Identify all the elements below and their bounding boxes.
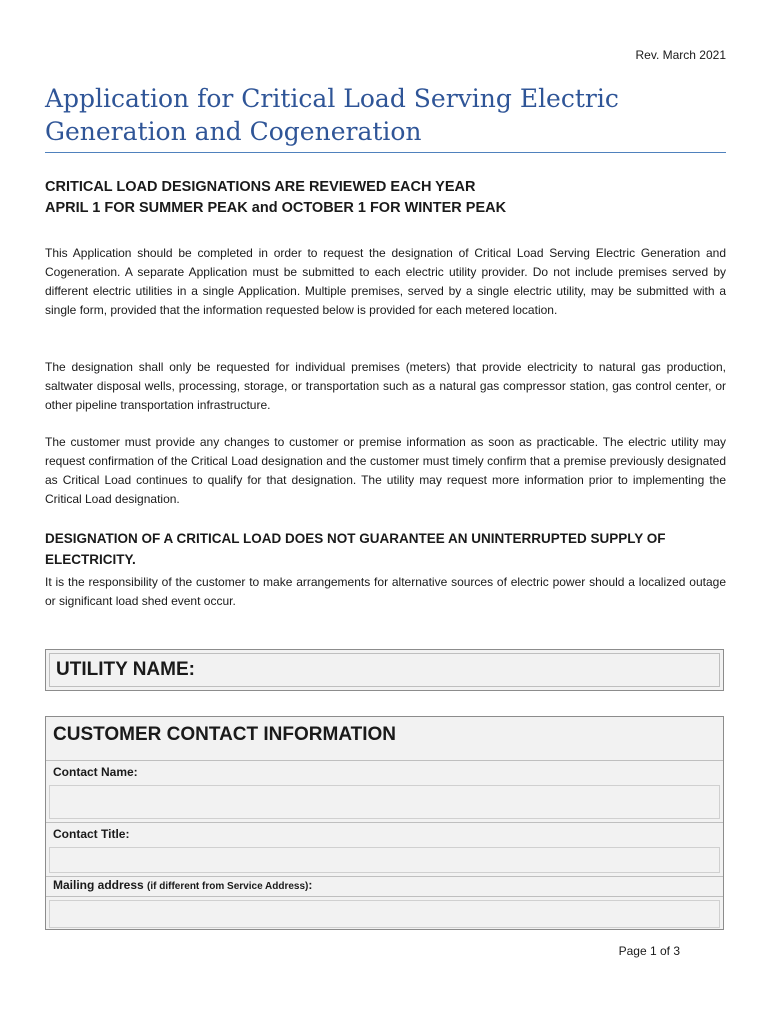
review-notice bbox=[45, 177, 726, 219]
review-notice-line2: APRIL 1 FOR SUMMER PEAK and OCTOBER 1 FOR WINTER PEAK bbox=[45, 200, 507, 216]
guarantee-warning: DESIGNATION OF A CRITICAL LOAD DOES NOT GUARANTEE AN UNINTERRUPTED SUPPLY OF ELECTRICITY. bbox=[45, 531, 666, 567]
contact-name-row bbox=[46, 760, 723, 822]
changes-paragraph: The customer must provide any changes to customer or premise information as soon as practicable. The electric utility may request confirmation of the Critical Load designation and the customer must timely confirm that a premise previously designated as Critical Load continues to qualify for that designation. The utility may request more information prior to implementing the Critical Load designation. bbox=[45, 435, 726, 506]
mailing-address-input-row bbox=[46, 896, 723, 931]
contact-title-field[interactable] bbox=[49, 847, 720, 873]
document-title: Application for Critical Load Serving Electric Generation and Cogeneration bbox=[45, 84, 619, 146]
mailing-address-label-text: Mailing address bbox=[53, 878, 144, 892]
eligibility-paragraph: The designation shall only be requested for individual premises (meters) that provide electricity to natural gas production, saltwater disposal wells, processing, storage, or transportation such as a natural gas compressor station, gas control center, or other pipeline transportation infrastructure. bbox=[45, 360, 726, 412]
contact-name-label: Contact Name: bbox=[53, 765, 138, 779]
utility-name-box bbox=[45, 649, 724, 691]
contact-name-field[interactable] bbox=[49, 785, 720, 819]
utility-name-label: UTILITY NAME: bbox=[56, 659, 195, 680]
mailing-address-colon: : bbox=[308, 878, 313, 892]
contact-title-row bbox=[46, 822, 723, 876]
customer-contact-section bbox=[45, 716, 724, 930]
review-notice-line1: CRITICAL LOAD DESIGNATIONS ARE REVIEWED EACH YEAR bbox=[45, 179, 476, 195]
contact-title-label: Contact Title: bbox=[53, 827, 130, 841]
utility-name-field[interactable] bbox=[49, 653, 720, 687]
mailing-address-note: (if different from Service Address) bbox=[147, 881, 309, 892]
revision-date: Rev. March 2021 bbox=[635, 48, 726, 62]
mailing-address-label bbox=[46, 877, 723, 896]
page-number: Page 1 of 3 bbox=[618, 944, 680, 958]
mailing-address-field[interactable] bbox=[49, 900, 720, 928]
intro-paragraph: This Application should be completed in order to request the designation of Critical Load Serving Electric Generation and Cogeneration. A separate Application must be submitted to each electric utility provider. Do not include premises served by different electric utilities in a single Application. Multiple premises, served by a single electric utility, may be submitted with a single form, provided that the information requested below is provided for each metered location. bbox=[45, 246, 726, 317]
title-divider bbox=[45, 152, 726, 153]
responsibility-paragraph: It is the responsibility of the customer to make arrangements for alternative sources of electric power should a localized outage or significant load shed event occur. bbox=[45, 575, 726, 608]
customer-contact-heading: CUSTOMER CONTACT INFORMATION bbox=[53, 724, 397, 745]
mailing-address-row bbox=[46, 876, 723, 896]
customer-contact-header bbox=[46, 717, 723, 760]
